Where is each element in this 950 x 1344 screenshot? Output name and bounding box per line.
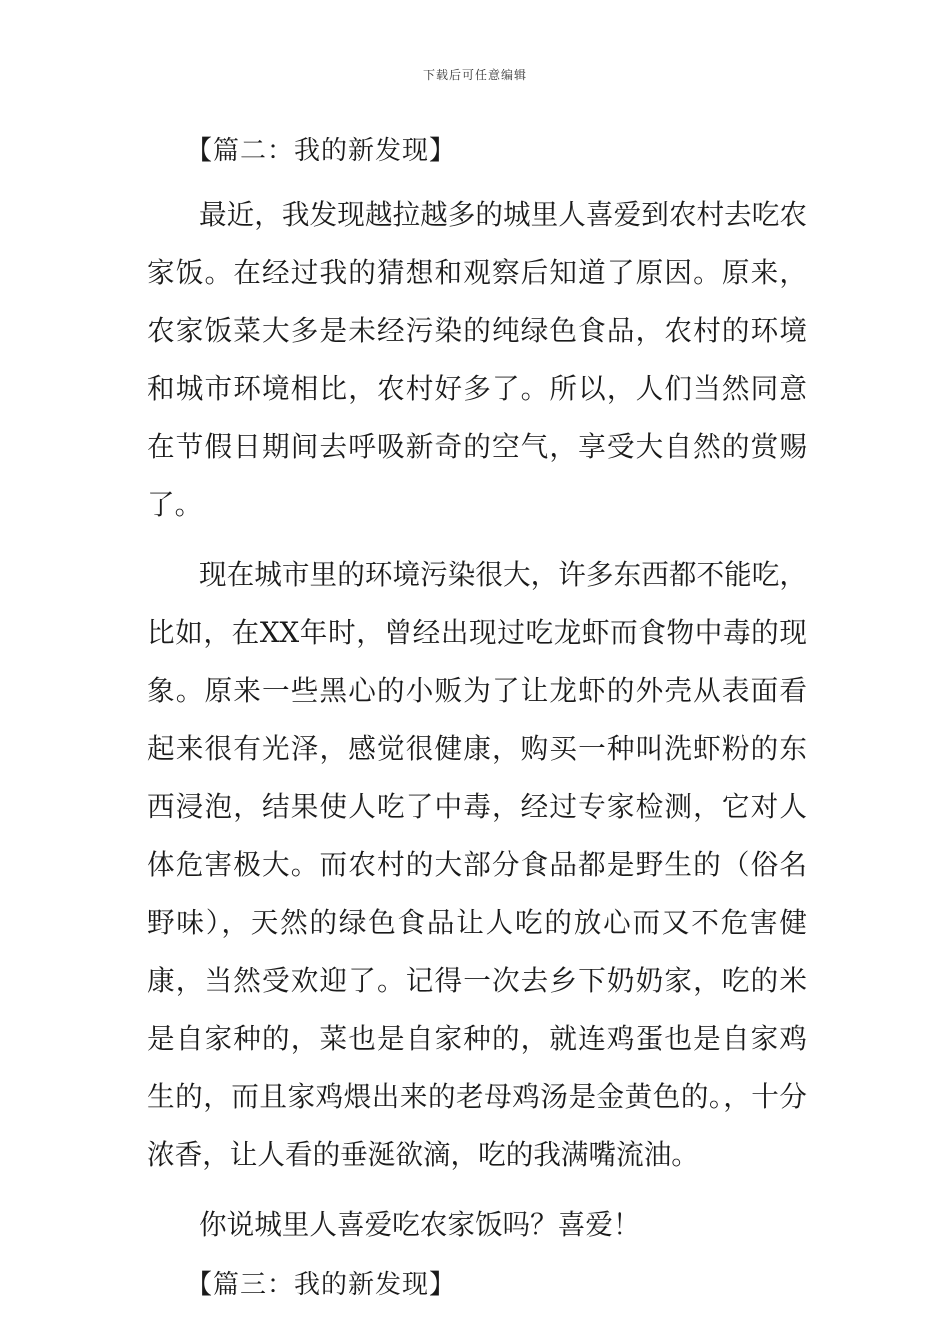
paragraph-2: 现在城市里的环境污染很大，许多东西都不能吃，比如，在XX年时，曾经出现过吃龙虾而食物中毒的现象。原来一些黑心的小贩为了让龙虾的外壳从表面看起来很有光泽，感觉很健康，购买一种叫洗虾粉的东西浸泡，结果使人吃了中毒，经过专家检测，它对人体危害极大。而农村的大部分食品都是野生的（俗名野味），天然的绿色食品让人吃的放心而又不危害健康，当然受欢迎了。记得一次去乡下奶奶家，吃的米是自家种的，菜也是自家种的，就连鸡蛋也是自家鸡生的，而且家鸡煨出来的老母鸡汤是金黄色的。，十分浓香，让人看的垂涎欲滴，吃的我满嘴流油。 [147, 558, 807, 1171]
section-heading-2: 【篇二：我的新发现】 [186, 136, 457, 166]
paragraph-1: 最近，我发现越拉越多的城里人喜爱到农村去吃农家饭。在经过我的猜想和观察后知道了原因。原来，农家饭菜大多是未经污染的纯绿色食品，农村的环境和城市环境相比，农村好多了。所以，人们当然同意在节假日期间去呼吸新奇的空气，享受大自然的赏赐了。 [147, 198, 807, 521]
header-note: 下载后可任意编辑 [422, 68, 527, 82]
paragraph-3: 你说城里人喜爱吃农家饭吗？喜爱！ [199, 1208, 641, 1241]
document-body [147, 128, 807, 1320]
section-heading-3: 【篇三：我的新发现】 [186, 1270, 457, 1300]
